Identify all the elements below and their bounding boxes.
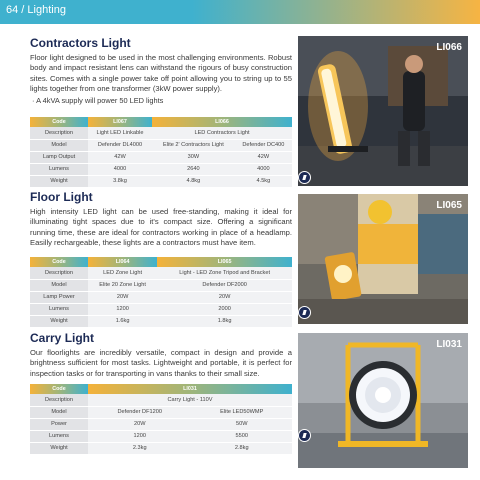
product-code-badge: LI066 — [436, 42, 462, 53]
table-cell: 50W — [191, 418, 292, 430]
product-code-badge: LI031 — [436, 339, 462, 350]
table-row — [30, 442, 292, 454]
table-cell: Elite 20 Zone Light — [88, 279, 157, 291]
product-photo-contractors-light — [298, 36, 468, 186]
table-cell: Elite 2' Contractors Light — [152, 139, 235, 151]
table-cell: Elite LED50WMP — [191, 406, 292, 418]
row-label: Lamp Power — [30, 291, 88, 303]
table-row — [30, 139, 292, 151]
table-cell: 2.3kg — [88, 442, 191, 454]
section-title: Contractors Light — [30, 36, 131, 50]
table-cell: LED Zone Light — [88, 267, 157, 279]
110v-warning-icon — [298, 171, 311, 184]
table-header-cell: Code — [30, 117, 88, 127]
table-cell: 5500 — [191, 430, 292, 442]
table-header-row — [30, 257, 292, 267]
table-row — [30, 267, 292, 279]
table-cell: 42W — [235, 151, 292, 163]
table-cell: 20W — [88, 418, 191, 430]
section-description: Floor light designed to be used in the most challenging environments. Robust body and impact resistant lens can withstand the rigours of busy construction sites. Comes with a single power take off point allowing you to string up to 55 lights together from one transformer (3kW power supply). — [30, 53, 292, 94]
table-cell: Light - LED Zone Tripod and Bracket — [157, 267, 292, 279]
table-cell: 42W — [88, 151, 152, 163]
table-cell: Defender DC400 — [235, 139, 292, 151]
row-label: Weight — [30, 442, 88, 454]
table-row — [30, 291, 292, 303]
table-row — [30, 175, 292, 187]
table-header-row — [30, 384, 292, 394]
table-cell: Carry Light - 110V — [88, 394, 292, 406]
row-label: Model — [30, 279, 88, 291]
table-row — [30, 315, 292, 327]
row-label: Lumens — [30, 303, 88, 315]
contractors-light-illustration — [298, 36, 468, 186]
carry-light-illustration — [298, 333, 468, 468]
row-label: Model — [30, 406, 88, 418]
table-cell: 2000 — [157, 303, 292, 315]
table-header-cell: LI031 — [88, 384, 292, 394]
table-cell: 1200 — [88, 430, 191, 442]
table-cell: 4.8kg — [152, 175, 235, 187]
table-cell: 4.5kg — [235, 175, 292, 187]
spec-table-floor-light — [30, 257, 292, 328]
product-photo-carry-light — [298, 333, 468, 468]
table-cell: Light LED Linkable — [88, 127, 152, 139]
row-label: Power — [30, 418, 88, 430]
110v-warning-icon — [298, 306, 311, 319]
table-row — [30, 163, 292, 175]
table-cell: 1.8kg — [157, 315, 292, 327]
table-row — [30, 430, 292, 442]
row-label: Description — [30, 127, 88, 139]
row-label: Description — [30, 394, 88, 406]
table-header-cell: Code — [30, 257, 88, 267]
section-title: Floor Light — [30, 190, 93, 204]
table-cell: 1.6kg — [88, 315, 157, 327]
table-cell: Defender DL4000 — [88, 139, 152, 151]
row-label: Model — [30, 139, 88, 151]
table-row — [30, 151, 292, 163]
row-label: Weight — [30, 175, 88, 187]
section-title: Carry Light — [30, 331, 95, 345]
page-header — [0, 0, 480, 24]
table-cell: Defender DF2000 — [157, 279, 292, 291]
product-photo-floor-light — [298, 194, 468, 324]
table-cell: LED Contractors Light — [152, 127, 292, 139]
table-row — [30, 406, 292, 418]
spec-table-carry-light — [30, 384, 292, 455]
table-header-cell: LI064 — [88, 257, 157, 267]
section-description: Our floorlights are incredibly versatile, compact in design and provide a brightness sufficient for most tasks. Lightweight and portable, it is perfect for inspection tasks or for transporting in vans thanks to their small size. — [30, 348, 292, 378]
table-cell: 20W — [88, 291, 157, 303]
table-row — [30, 303, 292, 315]
spec-table-contractors — [30, 117, 292, 188]
table-cell: 20W — [157, 291, 292, 303]
floor-light-illustration — [298, 194, 468, 324]
110v-warning-icon — [298, 429, 311, 442]
table-cell: 2640 — [152, 163, 235, 175]
row-label: Weight — [30, 315, 88, 327]
table-header-cell: Code — [30, 384, 88, 394]
product-code-badge: LI065 — [436, 200, 462, 211]
table-header-cell: LI065 — [157, 257, 292, 267]
table-cell: 4000 — [235, 163, 292, 175]
row-label: Lamp Output — [30, 151, 88, 163]
row-label: Lumens — [30, 163, 88, 175]
table-cell: 3.8kg — [88, 175, 152, 187]
page-number-label: 64 / Lighting — [6, 4, 66, 16]
table-cell: 2.8kg — [191, 442, 292, 454]
table-cell: Defender DF1200 — [88, 406, 191, 418]
row-label: Lumens — [30, 430, 88, 442]
table-row — [30, 394, 292, 406]
row-label: Description — [30, 267, 88, 279]
table-header-cell: LI067 — [88, 117, 152, 127]
table-row — [30, 279, 292, 291]
table-cell: 30W — [152, 151, 235, 163]
section-description: High intensity LED light can be used free-standing, making it ideal for illuminating tight spaces due to it's compact size. Offering a significant running time, these are ideal for contractors working in place of a headlamp. Easilly rechargeable, these lights are a contractors must have item. — [30, 207, 292, 248]
table-header-row — [30, 117, 292, 127]
table-header-cell: LI066 — [152, 117, 292, 127]
table-cell: 1200 — [88, 303, 157, 315]
table-row — [30, 418, 292, 430]
table-cell: 4000 — [88, 163, 152, 175]
table-row — [30, 127, 292, 139]
section-note: · A 4kVA supply will power 50 LED lights — [32, 95, 164, 105]
